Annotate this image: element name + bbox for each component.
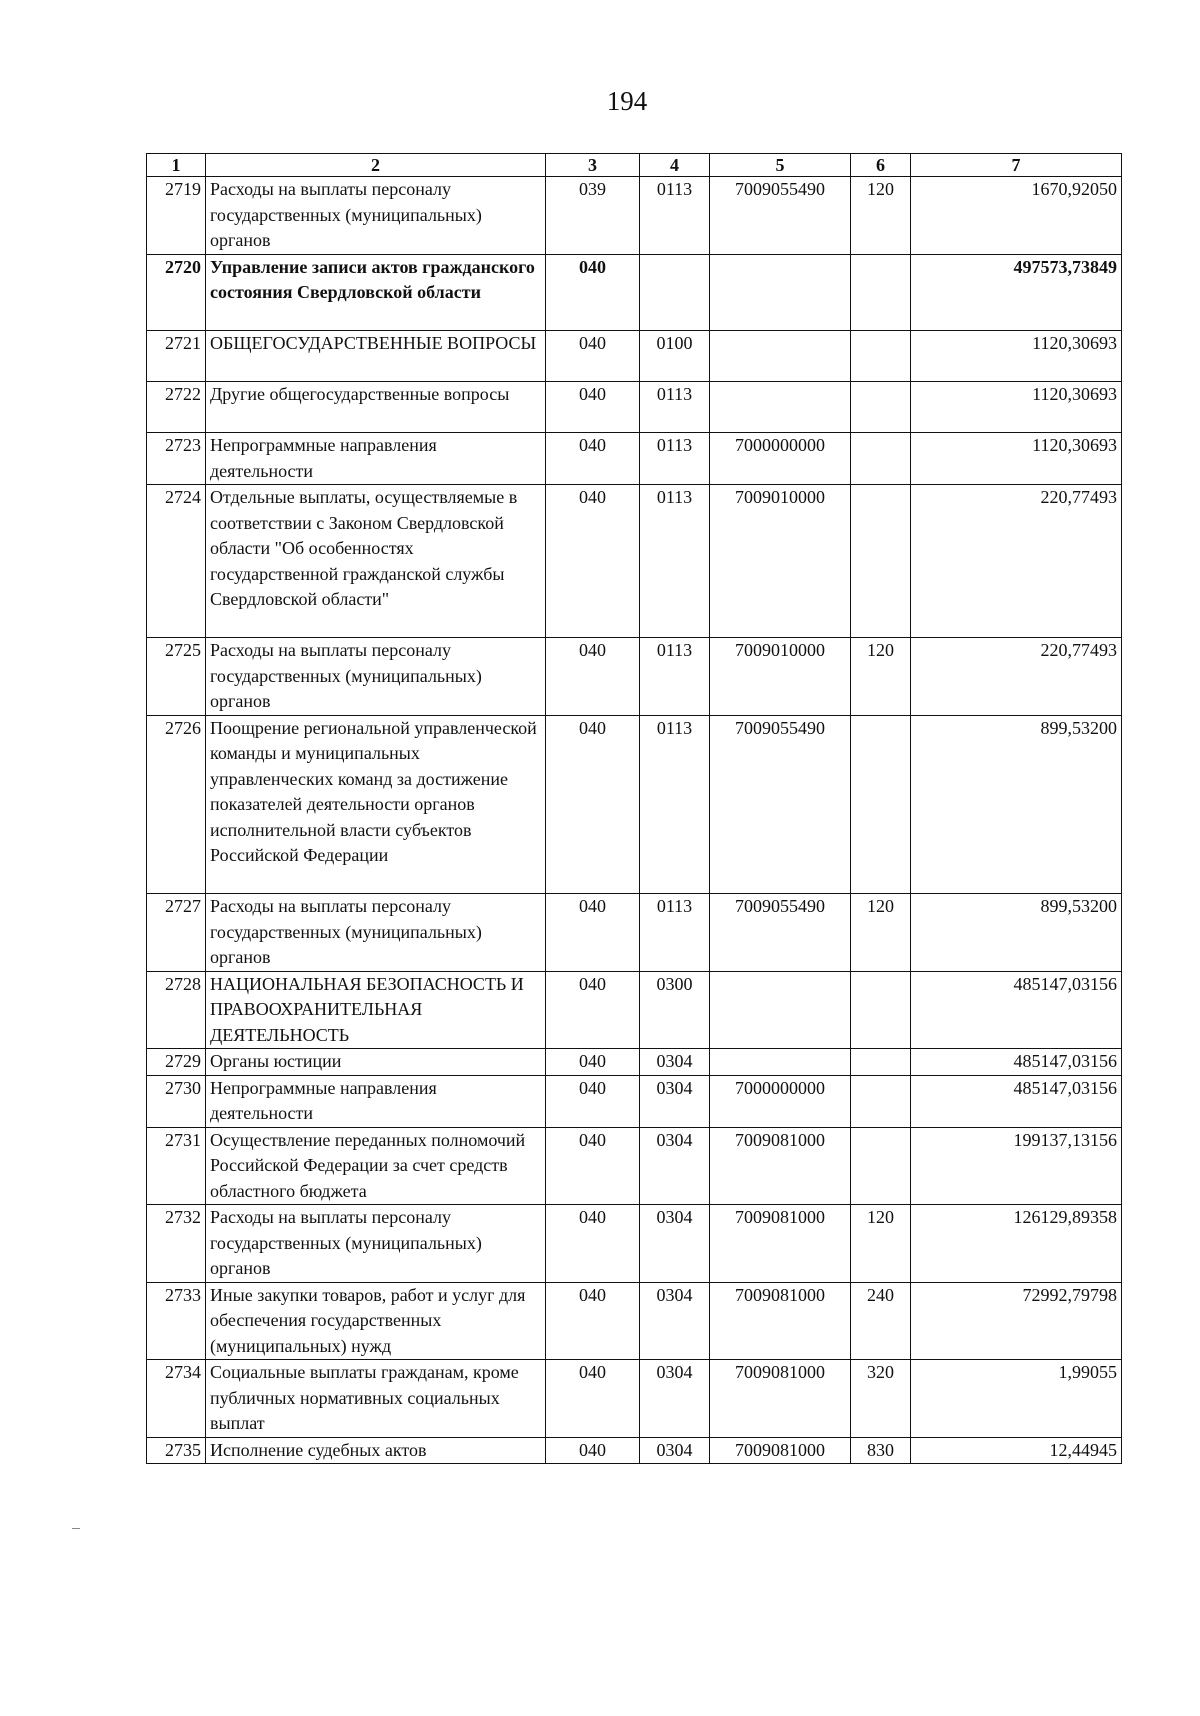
department-code-cell: 040 — [546, 1127, 640, 1205]
budget-table — [146, 153, 1122, 1464]
description-cell: ОБЩЕГОСУДАРСТВЕННЫЕ ВОПРОСЫ — [206, 331, 546, 382]
expense-type-cell: 120 — [851, 894, 911, 972]
description-cell: НАЦИОНАЛЬНАЯ БЕЗОПАСНОСТЬ И ПРАВООХРАНИТЕЛЬНАЯ ДЕЯТЕЛЬНОСТЬ — [206, 971, 546, 1049]
description-cell: Управление записи актов гражданского состояния Свердловской области — [206, 254, 546, 331]
department-code-cell: 040 — [546, 382, 640, 433]
section-code-cell: 0300 — [640, 971, 710, 1049]
description-cell: Иные закупки товаров, работ и услуг для обеспечения государственных (муниципальных) нужд — [206, 1282, 546, 1360]
section-code-cell: 0113 — [640, 638, 710, 716]
department-code-cell: 040 — [546, 1075, 640, 1127]
row-number-cell: 2720 — [147, 254, 206, 331]
department-code-cell: 040 — [546, 485, 640, 638]
department-code-cell: 039 — [546, 177, 640, 255]
department-code-cell: 040 — [546, 1360, 640, 1438]
department-code-cell: 040 — [546, 638, 640, 716]
department-code-cell: 040 — [546, 331, 640, 382]
section-code-cell: 0113 — [640, 433, 710, 485]
section-code-cell: 0100 — [640, 331, 710, 382]
header-cell: 4 — [640, 154, 710, 177]
amount-cell: 72992,79798 — [911, 1282, 1122, 1360]
section-code-cell: 0113 — [640, 894, 710, 972]
department-code-cell: 040 — [546, 1049, 640, 1076]
target-article-cell: 7009081000 — [710, 1282, 851, 1360]
section-code-cell: 0304 — [640, 1049, 710, 1076]
table-row — [147, 485, 1122, 638]
expense-type-cell — [851, 1075, 911, 1127]
section-code-cell: 0304 — [640, 1075, 710, 1127]
target-article-cell — [710, 382, 851, 433]
section-code-cell: 0304 — [640, 1437, 710, 1464]
row-number-cell: 2735 — [147, 1437, 206, 1464]
row-number-cell: 2725 — [147, 638, 206, 716]
description-cell: Отдельные выплаты, осуществляемые в соответствии с Законом Свердловской области "Об особенностях государственной гражданской службы Свердловской области" — [206, 485, 546, 638]
table-row — [147, 331, 1122, 382]
table-row — [147, 433, 1122, 485]
table-row — [147, 1075, 1122, 1127]
expense-type-cell — [851, 485, 911, 638]
row-number-cell: 2731 — [147, 1127, 206, 1205]
header-cell: 7 — [911, 154, 1122, 177]
department-code-cell: 040 — [546, 254, 640, 331]
target-article-cell: 7000000000 — [710, 1075, 851, 1127]
amount-cell: 199137,13156 — [911, 1127, 1122, 1205]
amount-cell: 899,53200 — [911, 715, 1122, 894]
amount-cell: 12,44945 — [911, 1437, 1122, 1464]
row-number-cell: 2728 — [147, 971, 206, 1049]
header-cell: 2 — [206, 154, 546, 177]
description-cell: Непрограммные направления деятельности — [206, 1075, 546, 1127]
page-number: 194 — [606, 86, 648, 116]
department-code-cell: 040 — [546, 1437, 640, 1464]
row-number-cell: 2730 — [147, 1075, 206, 1127]
expense-type-cell — [851, 715, 911, 894]
header-cell: 3 — [546, 154, 640, 177]
description-cell: Расходы на выплаты персоналу государственных (муниципальных) органов — [206, 638, 546, 716]
header-cell: 1 — [147, 154, 206, 177]
description-cell: Непрограммные направления деятельности — [206, 433, 546, 485]
table-body — [147, 177, 1122, 1464]
expense-type-cell: 120 — [851, 1205, 911, 1283]
row-number-cell: 2722 — [147, 382, 206, 433]
header-row — [147, 154, 1122, 177]
section-code-cell: 0113 — [640, 382, 710, 433]
amount-cell: 220,77493 — [911, 485, 1122, 638]
row-number-cell: 2729 — [147, 1049, 206, 1076]
target-article-cell — [710, 254, 851, 331]
target-article-cell — [710, 1049, 851, 1076]
amount-cell: 485147,03156 — [911, 1075, 1122, 1127]
row-number-cell: 2726 — [147, 715, 206, 894]
section-code-cell: 0304 — [640, 1360, 710, 1438]
amount-cell: 1670,92050 — [911, 177, 1122, 255]
target-article-cell — [710, 971, 851, 1049]
target-article-cell: 7009081000 — [710, 1127, 851, 1205]
description-cell: Социальные выплаты гражданам, кроме публичных нормативных социальных выплат — [206, 1360, 546, 1438]
row-number-cell: 2719 — [147, 177, 206, 255]
row-number-cell: 2721 — [147, 331, 206, 382]
table-row — [147, 894, 1122, 972]
row-number-cell: 2733 — [147, 1282, 206, 1360]
target-article-cell: 7009081000 — [710, 1360, 851, 1438]
amount-cell: 1,99055 — [911, 1360, 1122, 1438]
description-cell: Расходы на выплаты персоналу государственных (муниципальных) органов — [206, 894, 546, 972]
target-article-cell: 7009010000 — [710, 638, 851, 716]
target-article-cell: 7009081000 — [710, 1437, 851, 1464]
expense-type-cell — [851, 331, 911, 382]
header-cell: 5 — [710, 154, 851, 177]
table-row — [147, 177, 1122, 255]
table-row — [147, 1282, 1122, 1360]
department-code-cell: 040 — [546, 894, 640, 972]
table-row — [147, 638, 1122, 716]
row-number-cell: 2732 — [147, 1205, 206, 1283]
table-row — [147, 971, 1122, 1049]
expense-type-cell — [851, 433, 911, 485]
amount-cell: 497573,73849 — [911, 254, 1122, 331]
section-code-cell: 0304 — [640, 1205, 710, 1283]
amount-cell: 220,77493 — [911, 638, 1122, 716]
expense-type-cell — [851, 1127, 911, 1205]
department-code-cell: 040 — [546, 1205, 640, 1283]
row-number-cell: 2734 — [147, 1360, 206, 1438]
expense-type-cell — [851, 1049, 911, 1076]
section-code-cell: 0113 — [640, 485, 710, 638]
amount-cell: 126129,89358 — [911, 1205, 1122, 1283]
table-row — [147, 254, 1122, 331]
expense-type-cell — [851, 971, 911, 1049]
target-article-cell: 7009055490 — [710, 177, 851, 255]
target-article-cell: 7009010000 — [710, 485, 851, 638]
row-number-cell: 2723 — [147, 433, 206, 485]
table-row — [147, 1205, 1122, 1283]
scan-mark — [72, 1528, 80, 1529]
target-article-cell: 7009055490 — [710, 894, 851, 972]
header-cell: 6 — [851, 154, 911, 177]
table-row — [147, 382, 1122, 433]
expense-type-cell — [851, 382, 911, 433]
target-article-cell — [710, 331, 851, 382]
department-code-cell: 040 — [546, 433, 640, 485]
amount-cell: 1120,30693 — [911, 433, 1122, 485]
row-number-cell: 2727 — [147, 894, 206, 972]
expense-type-cell — [851, 254, 911, 331]
amount-cell: 485147,03156 — [911, 971, 1122, 1049]
table-row — [147, 715, 1122, 894]
table-row — [147, 1049, 1122, 1076]
description-cell: Органы юстиции — [206, 1049, 546, 1076]
table-row — [147, 1360, 1122, 1438]
target-article-cell: 7009081000 — [710, 1205, 851, 1283]
description-cell: Поощрение региональной управленческой команды и муниципальных управленческих команд за достижение показателей деятельности органов исполнительной власти субъектов Российской Федерации — [206, 715, 546, 894]
amount-cell: 899,53200 — [911, 894, 1122, 972]
description-cell: Расходы на выплаты персоналу государственных (муниципальных) органов — [206, 177, 546, 255]
amount-cell: 485147,03156 — [911, 1049, 1122, 1076]
description-cell: Расходы на выплаты персоналу государственных (муниципальных) органов — [206, 1205, 546, 1283]
row-number-cell: 2724 — [147, 485, 206, 638]
section-code-cell — [640, 254, 710, 331]
expense-type-cell: 240 — [851, 1282, 911, 1360]
description-cell: Исполнение судебных актов — [206, 1437, 546, 1464]
expense-type-cell: 120 — [851, 177, 911, 255]
section-code-cell: 0113 — [640, 177, 710, 255]
department-code-cell: 040 — [546, 971, 640, 1049]
description-cell: Осуществление переданных полномочий Российской Федерации за счет средств областного бюджета — [206, 1127, 546, 1205]
amount-cell: 1120,30693 — [911, 331, 1122, 382]
amount-cell: 1120,30693 — [911, 382, 1122, 433]
department-code-cell: 040 — [546, 1282, 640, 1360]
section-code-cell: 0304 — [640, 1127, 710, 1205]
table-row — [147, 1127, 1122, 1205]
expense-type-cell: 120 — [851, 638, 911, 716]
department-code-cell: 040 — [546, 715, 640, 894]
expense-type-cell: 830 — [851, 1437, 911, 1464]
description-cell: Другие общегосударственные вопросы — [206, 382, 546, 433]
target-article-cell: 7000000000 — [710, 433, 851, 485]
target-article-cell: 7009055490 — [710, 715, 851, 894]
table-row — [147, 1437, 1122, 1464]
section-code-cell: 0113 — [640, 715, 710, 894]
section-code-cell: 0304 — [640, 1282, 710, 1360]
expense-type-cell: 320 — [851, 1360, 911, 1438]
